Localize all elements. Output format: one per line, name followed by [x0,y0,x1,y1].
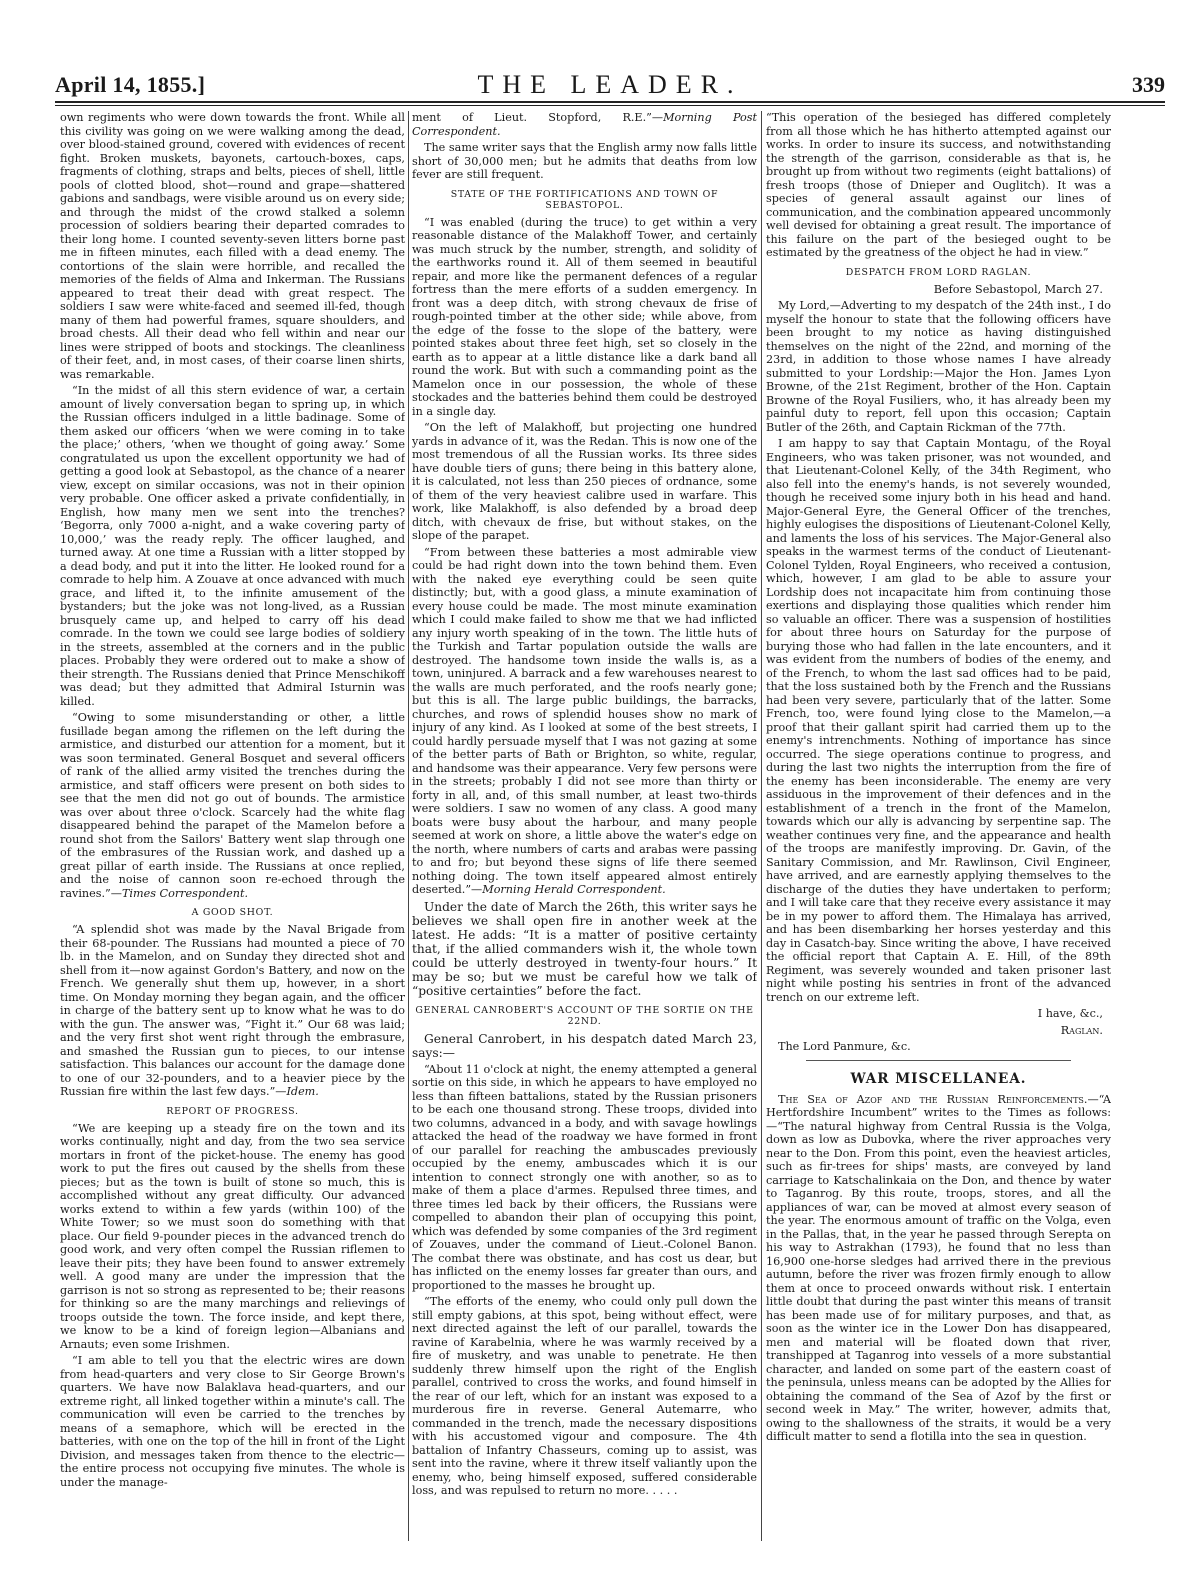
dateline: Before Sebastopol, March 27. [933,282,1103,296]
article-paragraph: My Lord,—Adverting to my despatch of the 24th inst., I do myself the honour to state that the following officers have been brought to my notice as having distinguished themselves on the night of the 22nd, and morning of the 23rd, in addition to those whose names I have already submitted to your Lordship:—Major the Hon. James Lyon Browne, of the 21st Regiment, brother of the Hon. Captain Browne of the Royal Fusiliers, who, it has already been my painful duty to report, fell upon this occasion; Captain Butler of the 26th, and Captain Rickman of the 77th. [766,299,1111,434]
article-paragraph [766,1093,1111,1444]
page-header [55,70,1165,100]
header-rule-thin [55,105,1165,106]
column-divider-2 [761,111,762,1541]
article-paragraph [60,923,405,1099]
paragraph-text: “Owing to some misunderstanding or other, a little fusillade began among the riflemen on the left during the armistice, and disturbed our attention for a moment, but it was soon terminated. General Bosquet and several officers of rank of the allied army visited the trenches during the armistice, and staff officers were present on both sides to see that the men did not go out of bounds. The armistice was over about three o'clock. Scarcely had the white flag disappeared behind the parapet of the Mamelon before a round shot from the Sailors' Battery went slap through one of the embrasures of the Russian work, and dashed up a great pillar of earth inside. The Russians at once replied, and the noise of cannon soon re-echoed through the ravines.”— [60,711,405,900]
article-paragraph: The same writer says that the English army now falls little short of 30,000 men; but he admits that deaths from low fever are still frequent. [412,141,757,181]
section-heading: A GOOD SHOT. [191,907,274,918]
article-paragraph: “I am able to tell you that the electric wires are down from head-quarters and very close to Sir George Brown's quarters. We have now Balaklava head-quarters, and our extreme right, all linked together within a minute's call. The communication will even be carried to the trenches by means of a semaphore, which will be erected in the batteries, with one on the top of the hill in front of the Light Division, and messages taken from thence to the electric—the entire process not occupying five minutes. The whole is under the manage- [60,1354,405,1489]
letter-closing: I have, &c., [1037,1007,1103,1020]
letter-signature: Raglan. [1060,1023,1103,1037]
article-paragraph: own regiments who were down towards the front. While all this civility was going on we were walking among the dead, over blood-stained ground, covered with evidences of recent fight. Broken muskets, bayonets, cartouch-boxes, caps, fragments of clothing, straps and belts, pieces of shell, little pools of clotted blood, shot—round and grape—shattered gabions and sandbags, were visible around us on every side; and through the midst of the crowd stalked a solemn procession of soldiers bearing their departed comrades to their long home. I counted seventy-seven litters borne past me in fifteen minutes, each filled with a dead enemy. The contortions of the slain were horrible, and recalled the memories of the fields of Alma and Inkerman. The Russians appeared to treat their dead with great respect. The soldiers I saw were white-faced and seemed ill-fed, though many of them had powerful frames, square shoulders, and broad chests. All their dead who fell within and near our lines were stripped of boots and stockings. The cleanliness of their feet, and, in most cases, of their coarse linen shirts, was remarkable. [60,111,405,381]
column-3 [766,111,1111,1546]
section-heading: STATE OF THE FORTIFICATIONS AND TOWN OF SEBASTOPOL. [450,188,719,211]
paragraph-text: “From between these batteries a most admirable view could be had right down into the town behind them. Even with the naked eye everything could be seen quite distinctly; but, with a good glass, a minute examination of every house could be made. The most minute examination which I could make failed to show me that we had inflicted any injury worth speaking of in the town. The little huts of the Turkish and Tartar population outside the walls are destroyed. The handsome town inside the walls is, as a town, uninjured. A barrack and a few warehouses nearest to the walls are much perforated, and the roofs nearly gone; but this is all. The large public buildings, the barracks, churches, and rows of splendid houses show no mark of injury of any kind. As I looked at some of the best streets, I could hardly persuade myself that I was not gazing at some of the better parts of Bath or Brighton, so white, regular, and handsome was their appearance. Very few persons were in the streets; probably I did not see more than thirty or forty in all, and, of this small number, at least two-thirds were soldiers. I saw no women of any class. A good many boats were busy about the harbour, and many people seemed at work on shore, a little above the water's edge on the north, where numbers of carts and arabas were passing to and fro; but beyond these signs of life there seemed nothing doing. The town itself appeared almost entirely deserted.”— [412,545,757,896]
article-paragraph: “We are keeping up a steady fire on the town and its works continually, night and day, from the two sea service mortars in front of the picket-house. The enemy has good work to put the fires out caused by the shells from these pieces; but as the town is built of stone so much, this is accomplished without any great difficulty. Our advanced works extend to within a few yards (within 100) of the White Tower; so we must soon do something with that place. Our field 9-pounder pieces in the advanced trench do good work, and very often compel the Russian riflemen to leave their pits; they have been found to answer extremely well. A good many are under the impression that the garrison is not so strong as represented to be; their reasons for thinking so are the many marchings and relievings of troops outside the town. The force inside, and kept there, we know to be a kind of foreign legion—Albanians and Arnauts; even some Irishmen. [60,1121,405,1351]
source-attribution: Times Correspondent. [121,886,249,900]
article-paragraph [412,111,757,138]
source-attribution: Morning Herald Correspondent. [482,883,666,896]
article-paragraph: Under the date of March the 26th, this writer says he believes we shall open fire in another week at the latest. He adds: “It is a matter of positive certainty that, if the allied commanders wish it, the whole town could be utterly destroyed in twenty-four hours.” It may be so; but we must be careful how we talk of “positive certainties” before the fact. [412,899,757,998]
column-1 [60,111,405,1546]
paragraph-text: —“A Hertfordshire Incumbent” writes to the Times as follows:—“The natural highway from Central Russia is the Volga, down as low as Dubovka, where the river approaches very near to the Don. From this point, even the heaviest articles, such as fir-trees for ships' masts, are conveyed by land carriage to Katschalinkaia on the Don, and thence by water to Taganrog. By this route, troops, stores, and all the appliances of war, can be moved at almost every season of the year. The enormous amount of traffic on the Volga, even in the Pallas, that, in the year he passed through Serepta on his way to Astrakhan (1793), he found that no less than 16,900 one-horse sledges had arrived there in the previous autumn, before the river was frozen firmly enough to allow them at once to proceed onwards without risk. I entertain little doubt that during the past winter this means of transit has been made use of for military purposes, and that, as soon as the winter ice in the Lower Don has disappeared, men and material will be floated down that river, transhipped at Taganrog into vessels of a more substantial character, and landed on some part of the eastern coast of the peninsula, unless means can be adopted by the Allies for obtaining the command of the Sea of Azof by the first or second week in May.” The writer, however, admits that, owing to the shallowness of the straits, it would be a very difficult matter to send a flotilla into the sea in question. [766,1092,1111,1443]
source-attribution: Morning Post Correspondent. [412,111,757,138]
article-paragraph: I am happy to say that Captain Montagu, of the Royal Engineers, who was taken prisoner, was not wounded, and that Lieutenant-Colonel Kelly, of the 34th Regiment, who also fell into the enemy's hands, is not severely wounded, though he received some injury both in his head and hand. Major-General Eyre, the General Officer of the trenches, highly eulogises the dispositions of Lieutenant-Colonel Kelly, and laments the loss of his services. The Major-General also speaks in the warmest terms of the conduct of Lieutenant-Colonel Tylden, Royal Engineers, who received a contusion, which, however, I am glad to be able to assure your Lordship does not incapacitate him from continuing those exertions and displaying those qualities which render him so valuable an officer. There was a suspension of hostilities for about three hours on Saturday for the purpose of burying those who had fallen in the late encounters, and it was evident from the numbers of bodies of the enemy, and of the French, to whom the last sad offices had to be paid, that the loss sustained both by the French and the Russians had been very severe, particularly that of the latter. Some French, too, were found lying close to the Mamelon,—a proof that their gallant spirit had carried them up to the enemy's intrenchments. Nothing of importance has since occurred. The siege operations continue to progress, and during the last two nights the interruption from the fire of the enemy has been inconsiderable. The enemy are very assiduous in the improvement of their defences and in the establishment of a trench in the front of the Mamelon, towards which our ally is advancing by serpentine sap. The weather continues very fine, and the appearance and health of the troops are manifestly improving. Dr. Gavin, of the Sanitary Commission, and Mr. Rawlinson, Civil Engineer, have arrived, and are earnestly applying themselves to the discharge of the duties they have undertaken to perform; and I will take care that they receive every assistance it may be in my power to afford them. The Himalaya has arrived, and has been disembarking her horses yesterday and this day in Casatch-bay. Since writing the above, I have received the official report that Captain A. E. Hill, of the 89th Regiment, was severely wounded and taken prisoner last night while posting his sentries in front of the advanced trench on our extreme left. [766,437,1111,1004]
letter-addressee: The Lord Panmure, &c. [778,1040,911,1053]
page-number: 339 [1132,72,1165,97]
column-divider-1 [408,111,409,1541]
article-paragraph: “In the midst of all this stern evidence of war, a certain amount of lively conversation began to spring up, in which the Russian officers indulged in a little badinage. Some of them asked our officers ‘when we were coming in to take the place;’ others, ‘when we thought of going away.’ Some congratulated us upon the excellent opportunity we had of getting a good look at Sebastopol, as the chance of a nearer view, except on similar occasions, was not in their opinion very probable. One officer asked a private confidentially, in English, how many men we sent into the trenches? ‘Begorra, only 7000 a-night, and a wake covering party of 10,000,’ was the ready reply. The officer laughed, and turned away. At one time a Russian with a litter stopped by a dead body, and put it into the litter. He looked round for a comrade to help him. A Zouave at once advanced with much grace, and lifted it, to the infinite amusement of the bystanders; but the joke was not long-lived, as a Russian brusquely came up, and helped to carry off his dead comrade. In the town we could see large bodies of soldiery in the streets, assembled at the corners and in the public places. Probably they were ordered out to make a show of their strength. The Russians denied that Prince Menschikoff was dead; but they admitted that Admiral Isturnin was killed. [60,384,405,708]
article-paragraph: “I was enabled (during the truce) to get within a very reasonable distance of the Malakhoff Tower, and certainly was much struck by the number, strength, and solidity of the earthworks round it. All of them seemed in beautiful repair, and more like the permanent defences of a regular fortress than the mere efforts of a sudden emergency. In front was a deep ditch, with strong chevaux de frise of rough-pointed timber at the other side; while above, from the edge of the fosse to the slope of the battery, were pointed stakes about three feet high, set so closely in the earth as to appear at a little distance like a dark band all round the work. But with such a commanding point as the Mamelon once in our possession, the whole of these stockades and the batteries behind them could be destroyed in a single day. [412,215,757,418]
newspaper-title: THE LEADER. [477,70,743,99]
section-heading: DESPATCH FROM LORD RAGLAN. [845,266,1032,278]
issue-date: April 14, 1855.] [55,72,206,97]
source-attribution: Idem. [286,1085,319,1098]
article-paragraph: “The efforts of the enemy, who could only pull down the still empty gabions, at this spot, being without effect, were next directed against the left of our parallel, towards the ravine of Karabelnia, where he was warmly received by a fire of musketry, and was unable to penetrate. He then suddenly threw himself upon the right of the English parallel, contrived to cross the works, and found himself in the rear of our left, which for an instant was exposed to a murderous fire in reverse. General Autemarre, who commanded in the trench, made the necessary dispositions with his accustomed vigour and composure. The 4th battalion of Infantry Chasseurs, coming up to assist, was sent into the ravine, where it threw itself valiantly upon the enemy, who, being himself exposed, suffered considerable loss, and was repulsed to return no more. . . . . [412,1295,757,1497]
article-paragraph: “About 11 o'clock at night, the enemy attempted a general sortie on this side, in which he appears to have employed no less than fifteen battalions, stated by the Russian prisoners to be each one thousand strong. These troops, divided into two columns, advanced in a body, and with savage howlings attacked the head of the roadway we have formed in front of our parallel for reaching the ambuscades previously occupied by the enemy, ambuscades which it is our intention to connect strongly one with another, so as to make of them a place d'armes. Repulsed three times, and three times led back by their officers, the Russians were compelled to abandon their plan of occupying this point, which was defended by some companies of the 3rd regiment of Zouaves, under the command of Lieut.-Colonel Banon. The combat there was obstinate, and has cost us dear, but has inflicted on the enemy losses far greater than ours, and proportioned to the masses he brought up. [412,1062,757,1292]
article-paragraph: General Canrobert, in his despatch dated March 23, says:— [412,1031,757,1060]
column-2 [412,111,757,1546]
paragraph-lead: The Sea of Azof and the Russian Reinforcements. [778,1092,1088,1106]
section-heading: GENERAL CANROBERT'S ACCOUNT OF THE SORTIE ON THE 22ND. [415,1004,754,1027]
article-paragraph: “This operation of the besieged has differed completely from all those which he has hitherto attempted against our works. In order to insure its success, and notwithstanding the strength of the garrison, considerable as that is, he brought up from without two regiments (eight battalions) of fresh troops (those of Dnieper and Ouglitch). It was a species of general assault against our lines of communication, and the combination appeared uncommonly well devised for obtaining a great result. The importance of this failure on the part of the besieged ought to be estimated by the greatness of the object he had in view.” [766,111,1111,259]
header-rule-thick [55,101,1165,103]
paragraph-text: ment of Lieut. Stopford, R.E.”— [412,111,664,124]
section-divider [806,1060,1071,1061]
article-paragraph [60,711,405,900]
paragraph-text: “A splendid shot was made by the Naval Brigade from their 68-pounder. The Russians had mounted a piece of 70 lb. in the Mamelon, and on Sunday they directed shot and shell from it—now against Gordon's Battery, and now on the French. We generally shut them up, however, in a short time. On Monday morning they began again, and the officer in charge of the battery sent up to know what he was to do with the gun. The answer was, “Fight it.” Our 68 was laid; and the very first shot went right through the embrasure, and smashed the Russian gun to pieces, to our intense satisfaction. This balances our account for the damage done to one of our 32-pounders, and to a heavier piece by the Russian fire within the last few days.”— [60,923,405,1098]
section-heading: WAR MISCELLANEA. [850,1070,1027,1087]
section-heading: REPORT OF PROGRESS. [166,1105,299,1117]
article-paragraph: “On the left of Malakhoff, but projecting one hundred yards in advance of it, was the Redan. This is now one of the most tremendous of all the Russian works. Its three sides have double tiers of guns; there being in this battery alone, it is calculated, not less than 250 pieces of ordnance, some of them of the very heaviest calibre used in warfare. This work, like Malakhoff, is also defended by a broad deep ditch, with chevaux de frise, but without stakes, on the slope of the parapet. [412,421,757,542]
article-paragraph [412,546,757,897]
